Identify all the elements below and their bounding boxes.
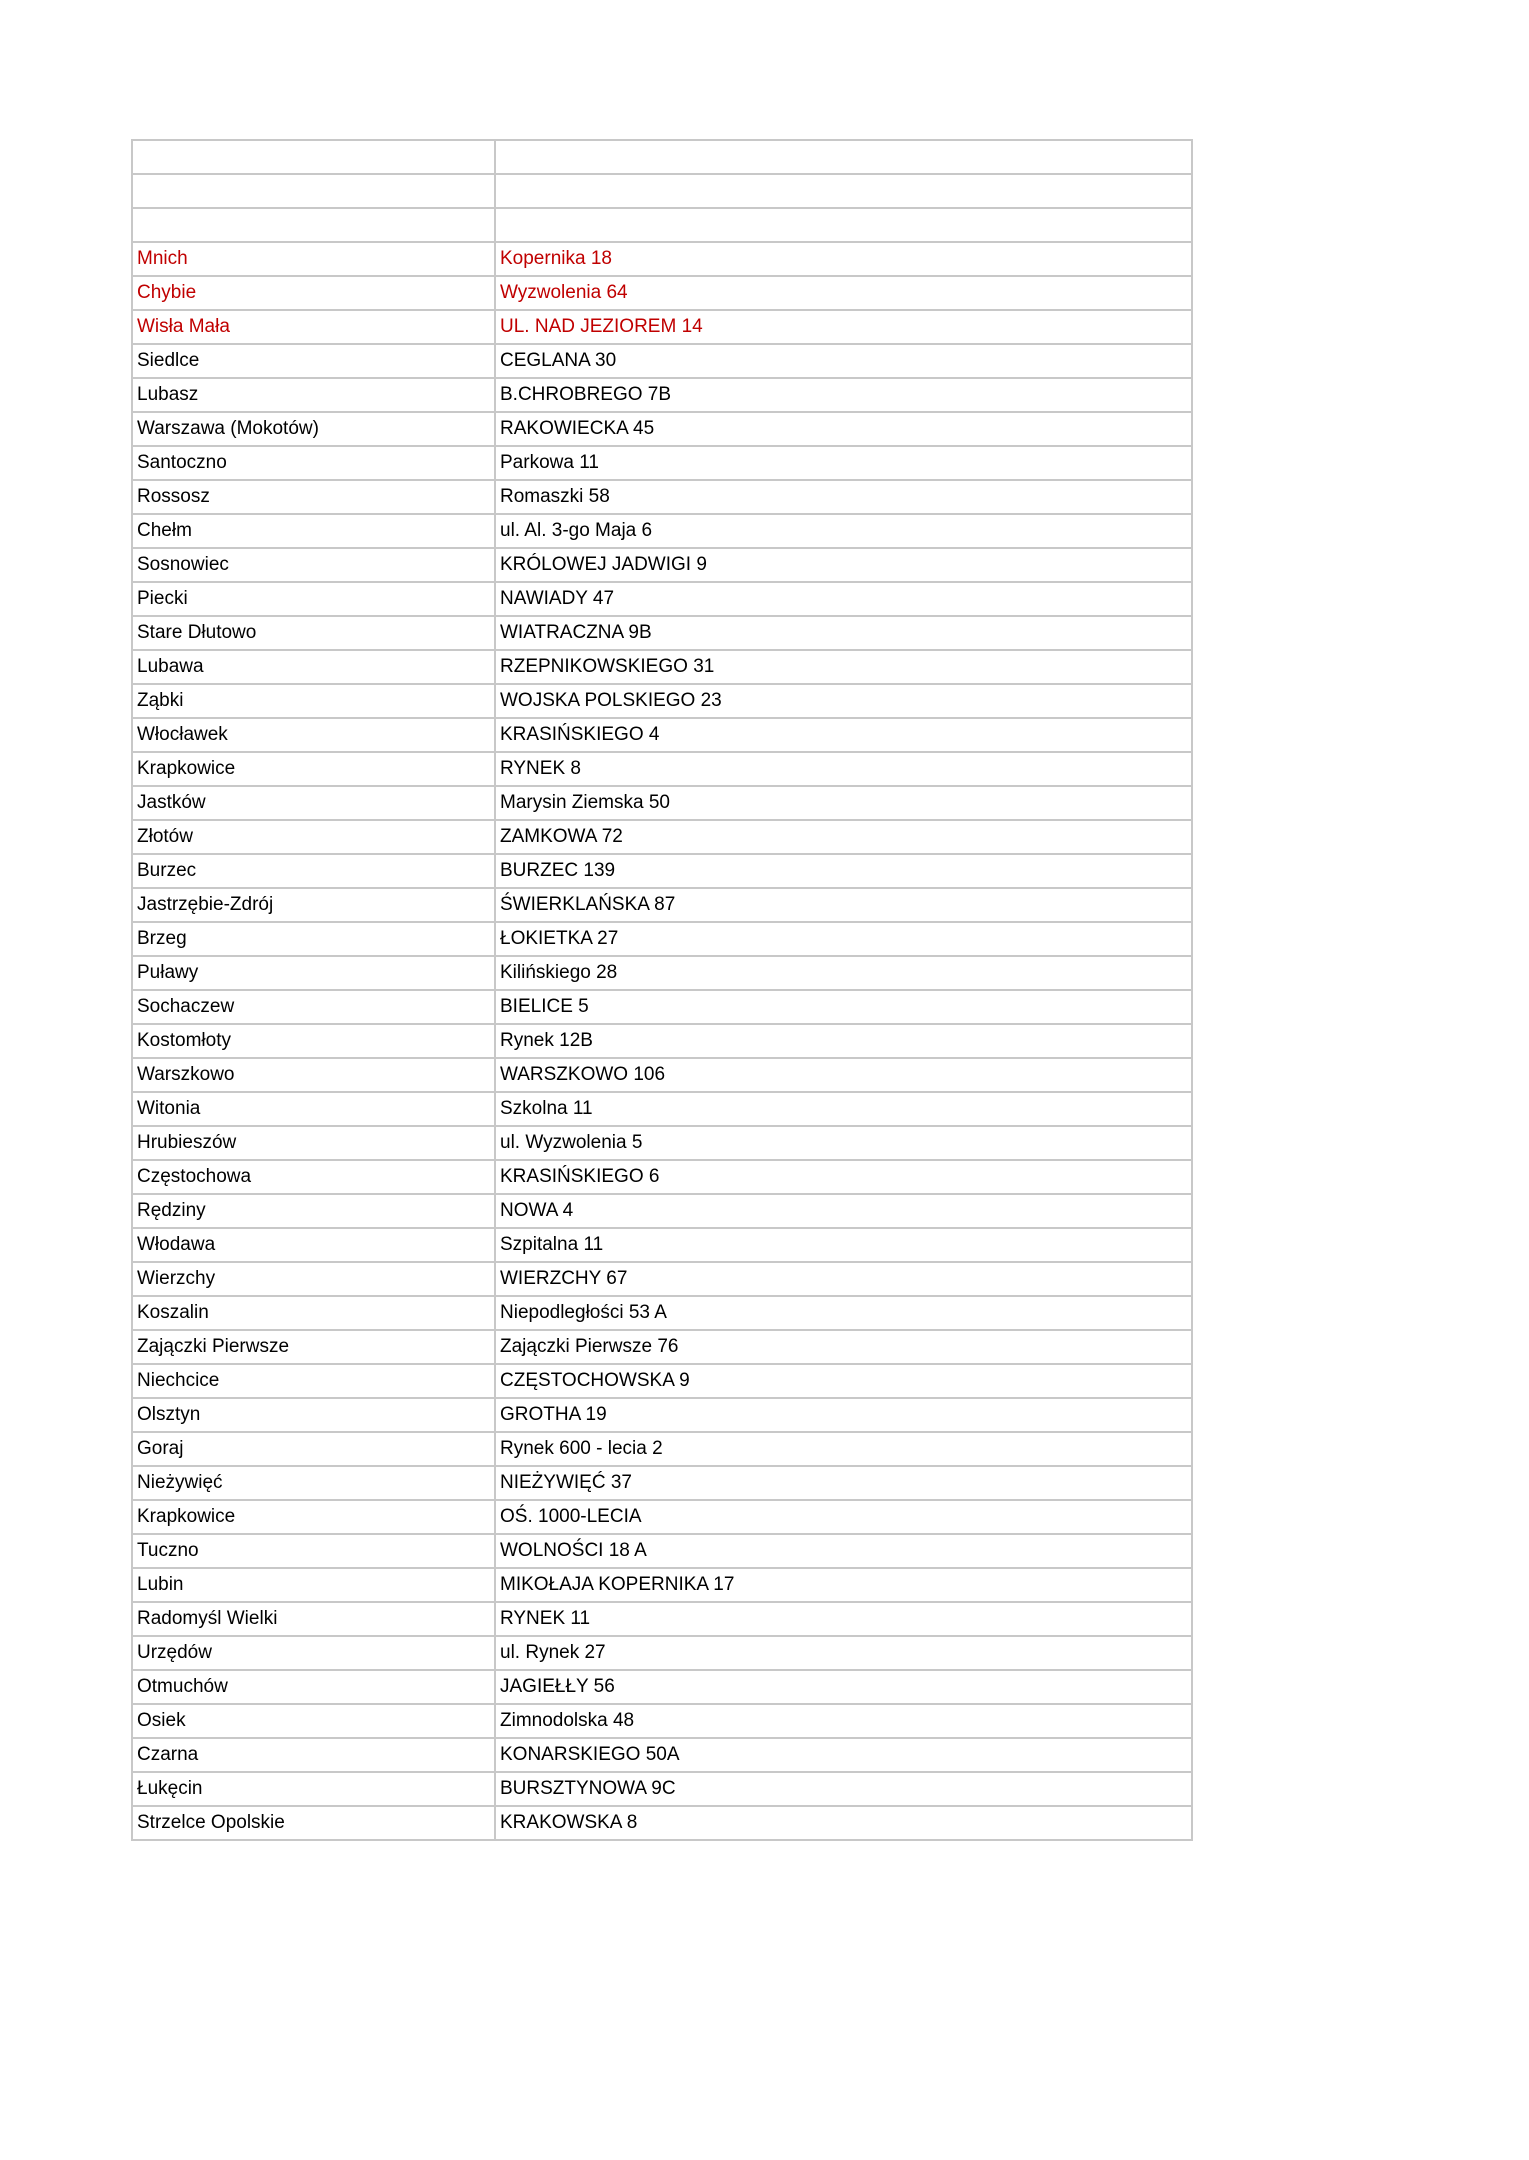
city-cell: Włocławek — [132, 718, 495, 752]
table-row — [132, 378, 1192, 412]
table-row — [132, 650, 1192, 684]
city-cell: Radomyśl Wielki — [132, 1602, 495, 1636]
address-cell: RYNEK 8 — [495, 752, 1192, 786]
table-row — [132, 1602, 1192, 1636]
table-row — [132, 1704, 1192, 1738]
address-cell: ul. Al. 3-go Maja 6 — [495, 514, 1192, 548]
city-cell: Nieżywięć — [132, 1466, 495, 1500]
table-row — [132, 1194, 1192, 1228]
address-cell: Kopernika 18 — [495, 242, 1192, 276]
table-row — [132, 582, 1192, 616]
table-row — [132, 888, 1192, 922]
city-cell: Chybie — [132, 276, 495, 310]
table-row — [132, 174, 1192, 208]
city-cell: Lubin — [132, 1568, 495, 1602]
city-cell: Ząbki — [132, 684, 495, 718]
city-cell: Włodawa — [132, 1228, 495, 1262]
address-cell: Szpitalna 11 — [495, 1228, 1192, 1262]
address-cell: NAWIADY 47 — [495, 582, 1192, 616]
city-cell: Złotów — [132, 820, 495, 854]
city-cell: Warszkowo — [132, 1058, 495, 1092]
table-row — [132, 1058, 1192, 1092]
city-cell: Burzec — [132, 854, 495, 888]
address-cell: ul. Rynek 27 — [495, 1636, 1192, 1670]
address-cell: Rynek 600 - lecia 2 — [495, 1432, 1192, 1466]
address-cell: Rynek 12B — [495, 1024, 1192, 1058]
city-cell: Krapkowice — [132, 1500, 495, 1534]
table-row — [132, 752, 1192, 786]
table-row — [132, 718, 1192, 752]
address-cell: KRAKOWSKA 8 — [495, 1806, 1192, 1840]
address-cell: NIEŻYWIĘĆ 37 — [495, 1466, 1192, 1500]
address-cell: WOJSKA POLSKIEGO 23 — [495, 684, 1192, 718]
address-cell: RZEPNIKOWSKIEGO 31 — [495, 650, 1192, 684]
table-row — [132, 990, 1192, 1024]
city-cell: Krapkowice — [132, 752, 495, 786]
address-cell: BURSZTYNOWA 9C — [495, 1772, 1192, 1806]
city-cell: Siedlce — [132, 344, 495, 378]
city-cell: Jastrzębie-Zdrój — [132, 888, 495, 922]
table-row — [132, 1398, 1192, 1432]
address-table — [131, 139, 1193, 1841]
address-cell: ul. Wyzwolenia 5 — [495, 1126, 1192, 1160]
address-cell: KRASIŃSKIEGO 6 — [495, 1160, 1192, 1194]
address-cell: BURZEC 139 — [495, 854, 1192, 888]
address-cell: Romaszki 58 — [495, 480, 1192, 514]
address-cell: RAKOWIECKA 45 — [495, 412, 1192, 446]
table-row — [132, 922, 1192, 956]
table-row — [132, 1806, 1192, 1840]
city-cell: Sosnowiec — [132, 548, 495, 582]
city-cell: Piecki — [132, 582, 495, 616]
city-cell: Stare Dłutowo — [132, 616, 495, 650]
table-row — [132, 446, 1192, 480]
address-cell: Parkowa 11 — [495, 446, 1192, 480]
address-cell: B.CHROBREGO 7B — [495, 378, 1192, 412]
city-cell: Lubawa — [132, 650, 495, 684]
city-cell: Strzelce Opolskie — [132, 1806, 495, 1840]
city-cell: Mnich — [132, 242, 495, 276]
address-cell: CEGLANA 30 — [495, 344, 1192, 378]
city-cell: Osiek — [132, 1704, 495, 1738]
city-cell: Tuczno — [132, 1534, 495, 1568]
table-row — [132, 1262, 1192, 1296]
city-cell: Otmuchów — [132, 1670, 495, 1704]
table-row — [132, 786, 1192, 820]
address-cell: UL. NAD JEZIOREM 14 — [495, 310, 1192, 344]
address-cell: WARSZKOWO 106 — [495, 1058, 1192, 1092]
table-row — [132, 1126, 1192, 1160]
table-row — [132, 956, 1192, 990]
table-row — [132, 1568, 1192, 1602]
table-row — [132, 1466, 1192, 1500]
address-cell — [495, 140, 1192, 174]
city-cell: Urzędów — [132, 1636, 495, 1670]
city-cell: Niechcice — [132, 1364, 495, 1398]
table-row — [132, 1500, 1192, 1534]
table-row — [132, 1738, 1192, 1772]
table-row — [132, 548, 1192, 582]
table-row — [132, 412, 1192, 446]
address-cell: CZĘSTOCHOWSKA 9 — [495, 1364, 1192, 1398]
address-cell: Kilińskiego 28 — [495, 956, 1192, 990]
city-cell: Lubasz — [132, 378, 495, 412]
address-cell: WOLNOŚCI 18 A — [495, 1534, 1192, 1568]
city-cell: Wierzchy — [132, 1262, 495, 1296]
city-cell: Brzeg — [132, 922, 495, 956]
address-cell: MIKOŁAJA KOPERNIKA 17 — [495, 1568, 1192, 1602]
address-cell: ŁOKIETKA 27 — [495, 922, 1192, 956]
city-cell — [132, 174, 495, 208]
table-row — [132, 480, 1192, 514]
table-row — [132, 1670, 1192, 1704]
address-cell — [495, 208, 1192, 242]
city-cell: Częstochowa — [132, 1160, 495, 1194]
city-cell: Puławy — [132, 956, 495, 990]
table-row — [132, 310, 1192, 344]
table-row — [132, 140, 1192, 174]
table-row — [132, 854, 1192, 888]
city-cell: Chełm — [132, 514, 495, 548]
city-cell: Czarna — [132, 1738, 495, 1772]
table-row — [132, 242, 1192, 276]
city-cell: Witonia — [132, 1092, 495, 1126]
city-cell: Koszalin — [132, 1296, 495, 1330]
table-row — [132, 616, 1192, 650]
address-cell: BIELICE 5 — [495, 990, 1192, 1024]
city-cell: Warszawa (Mokotów) — [132, 412, 495, 446]
table-row — [132, 344, 1192, 378]
table-row — [132, 1160, 1192, 1194]
table-row — [132, 1772, 1192, 1806]
address-cell: GROTHA 19 — [495, 1398, 1192, 1432]
address-cell: Wyzwolenia 64 — [495, 276, 1192, 310]
address-cell: Zimnodolska 48 — [495, 1704, 1192, 1738]
table-row — [132, 276, 1192, 310]
address-cell: Szkolna 11 — [495, 1092, 1192, 1126]
address-cell — [495, 174, 1192, 208]
city-cell: Goraj — [132, 1432, 495, 1466]
city-cell: Łukęcin — [132, 1772, 495, 1806]
city-cell: Hrubieszów — [132, 1126, 495, 1160]
address-cell: ŚWIERKLAŃSKA 87 — [495, 888, 1192, 922]
table-row — [132, 514, 1192, 548]
city-cell: Santoczno — [132, 446, 495, 480]
address-cell: KONARSKIEGO 50A — [495, 1738, 1192, 1772]
address-cell: NOWA 4 — [495, 1194, 1192, 1228]
address-cell: JAGIEŁŁY 56 — [495, 1670, 1192, 1704]
table-row — [132, 1364, 1192, 1398]
table-row — [132, 1636, 1192, 1670]
table-row — [132, 1432, 1192, 1466]
table-row — [132, 1296, 1192, 1330]
city-cell: Zajączki Pierwsze — [132, 1330, 495, 1364]
city-cell: Jastków — [132, 786, 495, 820]
address-cell: WIERZCHY 67 — [495, 1262, 1192, 1296]
address-cell: Zajączki Pierwsze 76 — [495, 1330, 1192, 1364]
address-table-body — [132, 140, 1192, 1840]
city-cell: Rossosz — [132, 480, 495, 514]
city-cell — [132, 208, 495, 242]
table-row — [132, 820, 1192, 854]
address-cell: KRASIŃSKIEGO 4 — [495, 718, 1192, 752]
city-cell: Sochaczew — [132, 990, 495, 1024]
table-row — [132, 1534, 1192, 1568]
address-cell: RYNEK 11 — [495, 1602, 1192, 1636]
table-row — [132, 1330, 1192, 1364]
address-cell: OŚ. 1000-LECIA — [495, 1500, 1192, 1534]
city-cell: Wisła Mała — [132, 310, 495, 344]
address-cell: ZAMKOWA 72 — [495, 820, 1192, 854]
table-row — [132, 208, 1192, 242]
table-row — [132, 1024, 1192, 1058]
table-row — [132, 1092, 1192, 1126]
table-row — [132, 684, 1192, 718]
address-cell: Marysin Ziemska 50 — [495, 786, 1192, 820]
city-cell: Rędziny — [132, 1194, 495, 1228]
city-cell: Olsztyn — [132, 1398, 495, 1432]
city-cell: Kostomłoty — [132, 1024, 495, 1058]
address-cell: Niepodległości 53 A — [495, 1296, 1192, 1330]
city-cell — [132, 140, 495, 174]
address-cell: WIATRACZNA 9B — [495, 616, 1192, 650]
address-cell: KRÓLOWEJ JADWIGI 9 — [495, 548, 1192, 582]
table-row — [132, 1228, 1192, 1262]
